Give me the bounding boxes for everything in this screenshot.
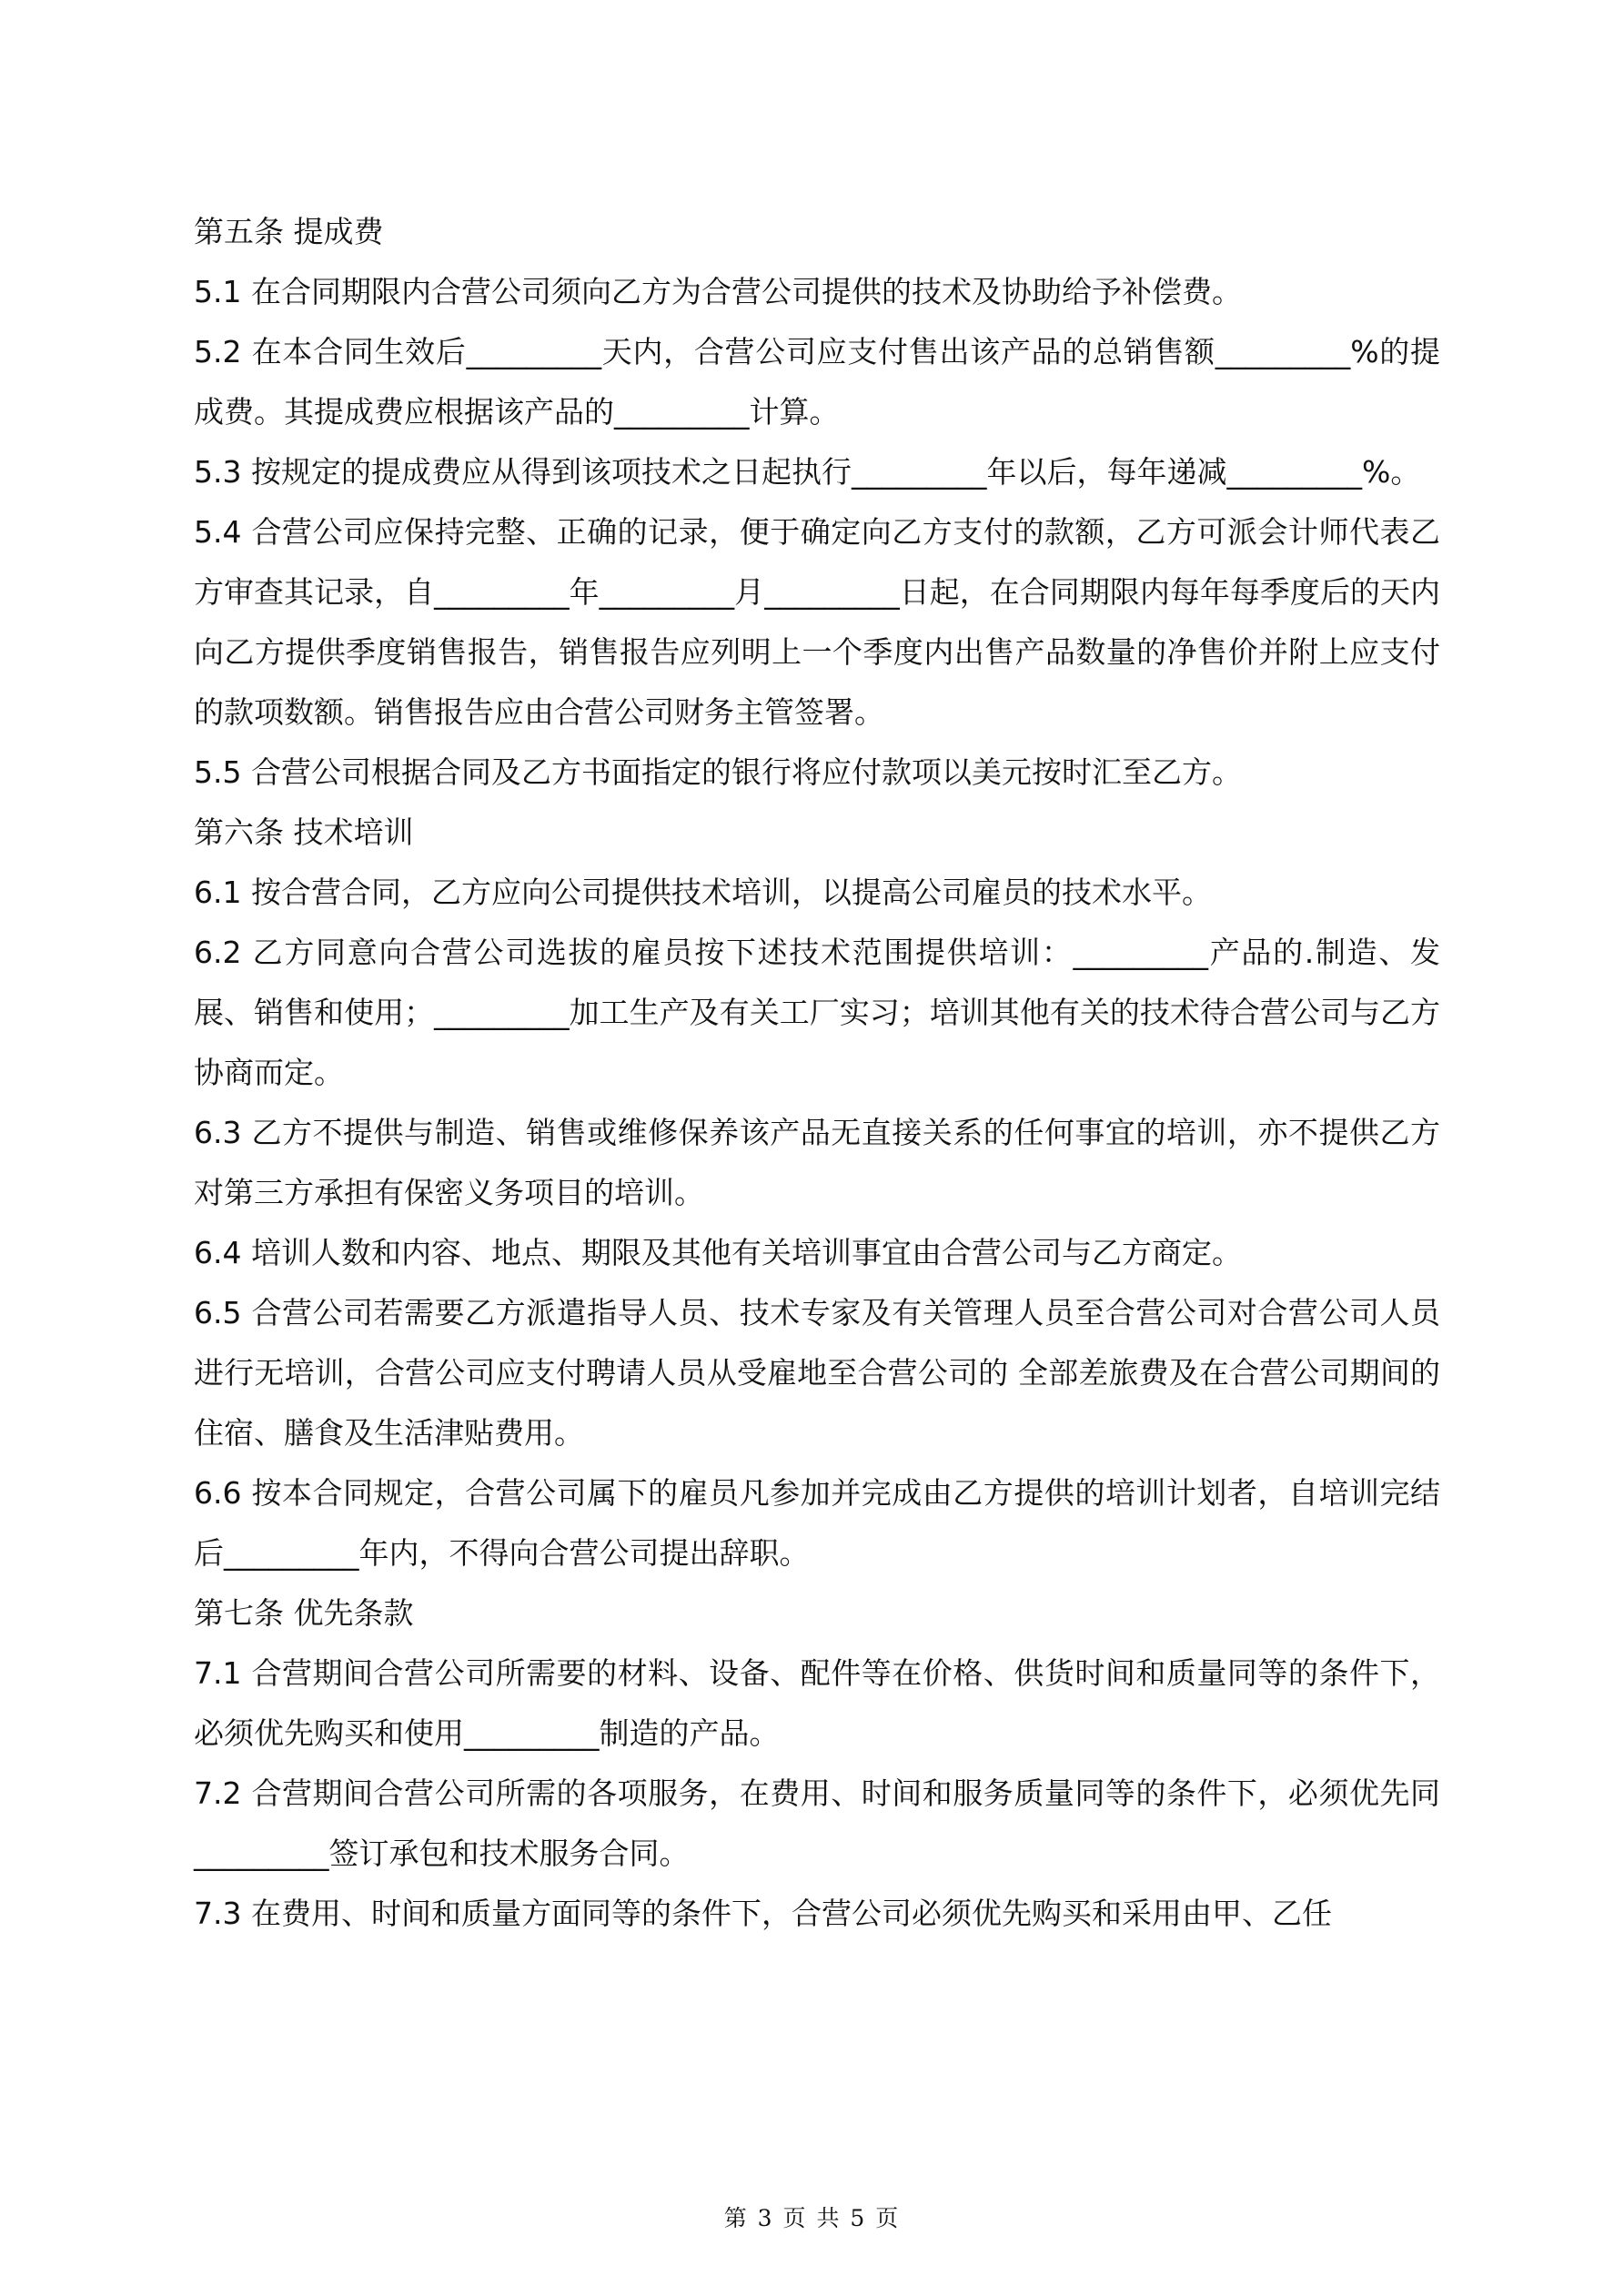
clause-7-1: 7.1 合营期间合营公司所需要的材料、设备、配件等在价格、供货时间和质量同等的条件下，必须优先购买和使用_________制造的产品。 — [194, 1655, 1440, 1751]
clause-7-3: 7.3 在费用、时间和质量方面同等的条件下，合营公司必须优先购买和采用由甲、乙任 — [194, 1896, 1332, 1931]
clause-6-2: 6.2 乙方同意向合营公司选拔的雇员按下述技术范围提供培训：_________产品的.制造、发展、销售和使用；_________加工生产及有关工厂实习；培训其他有关的技术待合营公司与乙方协商而定。 — [194, 935, 1440, 1090]
clause-6-5: 6.5 合营公司若需要乙方派遣指导人员、技术专家及有关管理人员至合营公司对合营公司人员进行无培训，合营公司应支付聘请人员从受雇地至合营公司的 全部差旅费及在合营公司期间的住宿、膳食及生活津贴费用。 — [194, 1295, 1440, 1451]
section-heading-5: 第五条 提成费 — [194, 214, 384, 249]
clause-6-3: 6.3 乙方不提供与制造、销售或维修保养该产品无直接关系的任何事宜的培训，亦不提供乙方对第三方承担有保密义务项目的培训。 — [194, 1115, 1440, 1210]
section-heading-7: 第七条 优先条款 — [194, 1595, 414, 1631]
clause-7-2: 7.2 合营期间合营公司所需的各项服务，在费用、时间和服务质量同等的条件下，必须优先同_________签订承包和技术服务合同。 — [194, 1775, 1440, 1871]
clause-5-3: 5.3 按规定的提成费应从得到该项技术之日起执行_________年以后，每年递减_________%。 — [194, 454, 1421, 490]
document-body — [194, 202, 1440, 1944]
clause-5-2: 5.2 在本合同生效后_________天内，合营公司应支付售出该产品的总销售额_________%的提成费。其提成费应根据该产品的_________计算。 — [194, 334, 1440, 430]
section-heading-6: 第六条 技术培训 — [194, 814, 414, 850]
clause-5-1: 5.1 在合同期限内合营公司须向乙方为合营公司提供的技术及协助给予补偿费。 — [194, 274, 1242, 309]
clause-5-4: 5.4 合营公司应保持完整、正确的记录，便于确定向乙方支付的款额，乙方可派会计师代表乙方审查其记录，自_________年_________月_________日起，在合同期限内每年每季度后的天内向乙方提供季度销售报告，销售报告应列明上一个季度内出售产品数量的净售价并附上应支付的款项数额。销售报告应由合营公司财务主管签署。 — [194, 514, 1440, 730]
clause-6-1: 6.1 按合营合同，乙方应向公司提供技术培训，以提高公司雇员的技术水平。 — [194, 875, 1212, 910]
clause-6-4: 6.4 培训人数和内容、地点、期限及其他有关培训事宜由合营公司与乙方商定。 — [194, 1235, 1242, 1270]
clause-5-5: 5.5 合营公司根据合同及乙方书面指定的银行将应付款项以美元按时汇至乙方。 — [194, 754, 1242, 790]
clause-6-6: 6.6 按本合同规定，合营公司属下的雇员凡参加并完成由乙方提供的培训计划者，自培训完结后_________年内，不得向合营公司提出辞职。 — [194, 1475, 1440, 1571]
page-number-footer: 第 3 页 共 5 页 — [723, 2205, 901, 2231]
